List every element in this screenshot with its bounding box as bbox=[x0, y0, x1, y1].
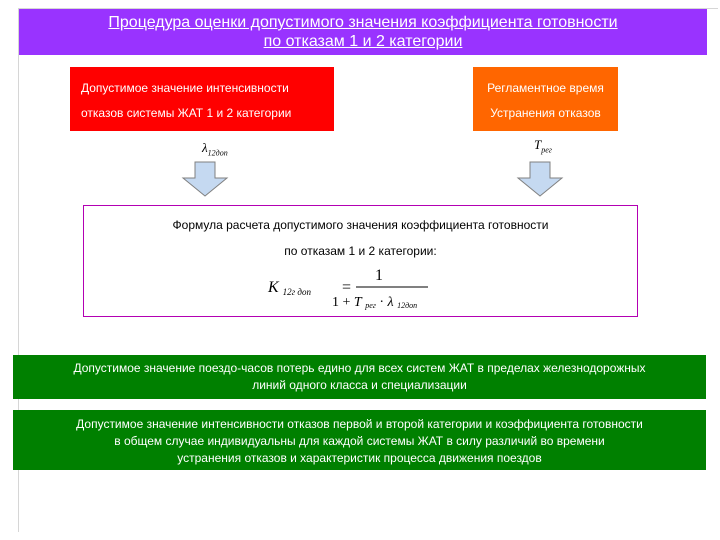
formula-caption-1: Формула расчета допустимого значения коэффициента готовности bbox=[172, 218, 549, 232]
formula-t-sub: рег bbox=[365, 301, 376, 310]
formula-denominator-prefix: 1 + bbox=[332, 295, 354, 310]
intensity-line-1: Допустимое значение интенсивности bbox=[81, 81, 289, 95]
formula-t-main: T bbox=[353, 295, 362, 310]
note2-line-1: Допустимое значение интенсивности отказов первой и второй категории и коэффициента готовности bbox=[76, 417, 643, 431]
note-individual-values bbox=[13, 410, 706, 470]
time-line-1: Регламентное время bbox=[487, 81, 604, 95]
note2-line-2: в общем случае индивидуальны для каждой системы ЖАТ в силу различий во времени bbox=[114, 434, 605, 448]
t-main: T bbox=[534, 137, 542, 152]
note2-line-3: устранения отказов и характеристик процесса движения поездов bbox=[177, 451, 542, 465]
formula-dot: · bbox=[379, 295, 385, 310]
formula-lhs-main: K bbox=[268, 279, 279, 296]
svg-text:K 12г доп bbox=[267, 279, 311, 297]
title-line-2: по отказам 1 и 2 категории bbox=[263, 33, 463, 50]
formula-lhs-sub: 12г доп bbox=[282, 287, 311, 297]
formula-numerator: 1 bbox=[375, 267, 383, 284]
note1-line-1: Допустимое значение поездо-часов потерь едино для всех систем ЖАТ в пределах железнодорожных bbox=[73, 361, 646, 375]
note-train-hours bbox=[13, 355, 706, 399]
svg-text:1 + T рег · bbox=[332, 295, 417, 312]
formula-caption-2: по отказам 1 и 2 категории: bbox=[284, 244, 437, 258]
t-sub: рег bbox=[541, 145, 552, 155]
title-line-1: Процедура оценки допустимого значения коэффициента готовности bbox=[108, 14, 618, 31]
intensity-input-box bbox=[70, 67, 334, 131]
formula-equals: = bbox=[342, 279, 352, 296]
formula-box bbox=[83, 205, 638, 317]
note1-line-2: линий одного класса и специализации bbox=[252, 378, 467, 392]
down-arrow-right-icon bbox=[516, 161, 564, 197]
lambda-symbol bbox=[202, 140, 228, 158]
formula-lambda-sub: 12доп bbox=[397, 301, 418, 310]
page-title bbox=[19, 9, 707, 55]
time-line-2: Устранения отказов bbox=[490, 106, 601, 120]
lambda-sub: 12доп bbox=[207, 148, 228, 158]
lambda-main: λ bbox=[202, 140, 208, 155]
formula-lambda-main: λ bbox=[387, 295, 394, 310]
intensity-line-2: отказов системы ЖАТ 1 и 2 категории bbox=[81, 106, 292, 120]
down-arrow-left-icon bbox=[181, 161, 229, 197]
availability-formula bbox=[260, 262, 450, 312]
t-symbol bbox=[534, 137, 552, 155]
regulated-time-box bbox=[473, 67, 618, 131]
